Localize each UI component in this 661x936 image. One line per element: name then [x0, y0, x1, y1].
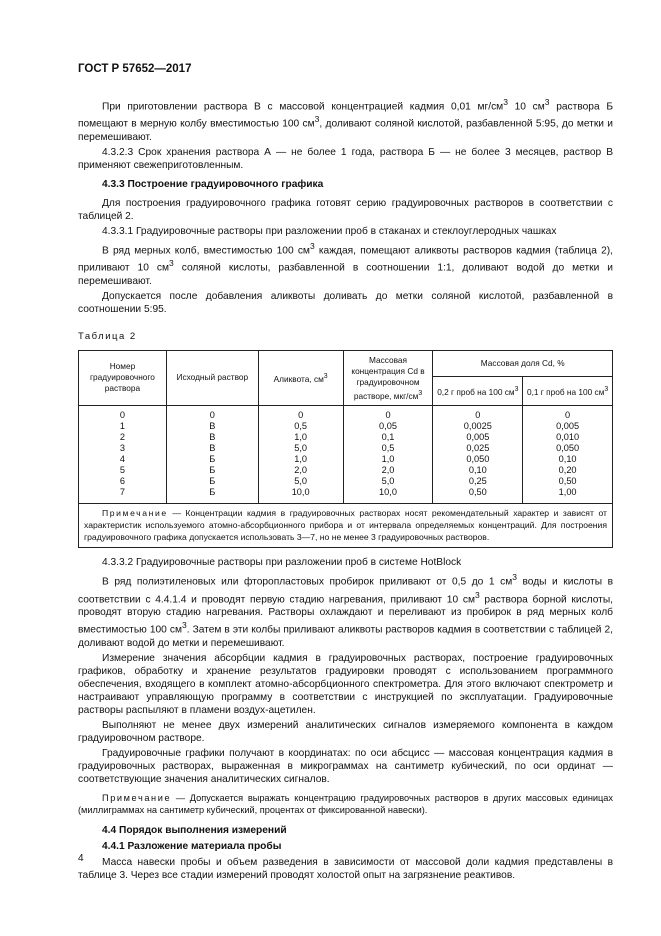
- table-row: 5 Б 2,0 2,0 0,10 0,20: [79, 465, 613, 476]
- col-header-02g: 0,2 г проб на 100 $см^3$: [433, 376, 523, 406]
- table-row: 2 В 1,0 0,1 0,005 0,010: [79, 432, 613, 443]
- col-header-mass-concentration: Массовая концентрация Cd в градуировочном растворе, мкг/$см^3$: [343, 350, 433, 406]
- document-header: ГОСТ Р 57652—2017: [78, 63, 192, 75]
- paragraph-calibration-series: Для построения градуировочного графика готовят серию градуировочных растворов в соответствии с таблицей 2.: [78, 197, 613, 222]
- paragraph-allowed-topping: Допускается после добавления аликвоты доливать до метки соляной кислотой, разбавленной в соотношении 5:95.: [78, 290, 613, 315]
- table-note-row: [79, 504, 613, 548]
- paragraph-4-3-3-1: 4.3.3.1 Градуировочные растворы при разложении проб в стаканах и стеклоуглеродных чашках: [102, 225, 557, 237]
- table-row: 4 Б 1,0 1,0 0,050 0,10: [79, 454, 613, 465]
- table-caption: Таблица 2: [78, 330, 137, 342]
- paragraph-flasks: В ряд мерных колб, вместимостью 100 $см^3$ каждая, помещают аликвоты растворов кадмия (таблица 2), приливают 10 $см^3$ соляной кислоты, разбавленной в соотношении 1:1, доливают водой до метки и перемешивают.: [78, 240, 613, 287]
- paragraph-4-3-3-2: 4.3.3.2 Градуировочные растворы при разложении проб в системе HotBlock: [102, 557, 462, 569]
- section-heading-4-3-3: 4.3.3 Построение градуировочного графика: [102, 178, 324, 190]
- table-2: [78, 350, 613, 549]
- paragraph-solution-b: При приготовлении раствора В с массовой концентрацией кадмия 0,01 $мг/см^3$ 10 $см^3$ раствора Б помещают в мерную колбу вместимостью 100 $см^3$, доливают соляной кислотой, разбавленной 5:95, до метки и перемешивают.: [78, 97, 614, 143]
- table-row: 0 0 0 0 0 0: [79, 406, 613, 422]
- col-header-number: Номер градуировочного раствора: [79, 350, 167, 406]
- note-units: Примечание — Допускается выражать концентрацию градуировочных растворов в других массовых единицах (миллиграммах на сантиметр кубический, процентах от фиксированной навески).: [78, 792, 613, 815]
- page-number: 4: [78, 853, 84, 864]
- table-row: 6 Б 5,0 5,0 0,25 0,50: [79, 476, 613, 487]
- page-content: [78, 96, 613, 888]
- col-header-aliquot: Аликвота, $см^3$: [258, 350, 343, 406]
- paragraph-polyethylene-tubes: В ряд полиэтиленовых или фторопластовых пробирок приливают от 0,5 до 1 $см^3$ воды и кислоты в соответствии с 4.4.1.4 и проводят первую стадию нагревания, приливают 10 $см^3$ раствора борной кислоты, проводят вторую стадию нагревания. Растворы охлаждают и переливают из пробирок в ряд мерных колб вместимостью 100 $см^3$. Затем в эти колбы приливают аликвоты растворов кадмия в соответствии с таблицей 2, доливают водой до метки и перемешивают.: [78, 572, 613, 649]
- section-heading-4-4-1: 4.4.1 Разложение материала пробы: [102, 840, 282, 852]
- paragraph-two-measurements: Выполняют не менее двух измерений аналитических сигналов измеряемого компонента в каждом градуировочном растворе.: [78, 719, 613, 744]
- col-header-mass-fraction: Массовая доля Cd, %: [433, 350, 613, 376]
- paragraph-absorption-measurement: Измерение значения абсорбции кадмия в градуировочных растворах, построение градуировочных графиков, обработку и хранение результатов градуировки проводят с использованием программного обеспечения, входящего в комплект атомно-абсорбционного спектрометра. Для этого включают спектрометр и настраивают управляющую программу в соответствии с инструкцией по эксплуатации. Градуировочные растворы распыляют в пламени воздух-ацетилен.: [78, 652, 613, 716]
- table-note: Примечание — Концентрации кадмия в градуировочных растворах носят рекомендательный характер и зависят от характеристик используемого атомно-абсорбционного прибора и от интервала определяемых концентраций. Для построения градуировочного графика допускается использовать 3—7, но не менее 3 градуировочных растворов.: [79, 504, 613, 548]
- table-row: 3 В 5,0 0,5 0,025 0,050: [79, 443, 613, 454]
- paragraph-graph-coordinates: Градуировочные графики получают в координатах: по оси абсцисс — массовая концентрация кадмия в градуировочных растворах, выраженная в микрограммах на сантиметр кубический, по оси ординат — соответствующие значения аналитических сигналов.: [78, 747, 613, 785]
- paragraph-sample-mass: Масса навески пробы и объем разведения в зависимости от массовой доли кадмия представлены в таблице 3. Через все стадии измерений проводят холостой опыт на загрязнение реактивов.: [78, 856, 613, 881]
- paragraph-storage-period: 4.3.2.3 Срок хранения раствора А — не более 1 года, раствора Б — не более 3 месяцев, раствор В применяют свежеприготовленным.: [78, 146, 613, 171]
- table-row: 7 Б 10,0 10,0 0,50 1,00: [79, 487, 613, 504]
- section-heading-4-4: 4.4 Порядок выполнения измерений: [102, 824, 287, 836]
- table-row: 1 В 0,5 0,05 0,0025 0,005: [79, 421, 613, 432]
- col-header-01g: 0,1 г проб на 100 $см^3$: [523, 376, 613, 406]
- col-header-source-solution: Исходный раствор: [166, 350, 258, 406]
